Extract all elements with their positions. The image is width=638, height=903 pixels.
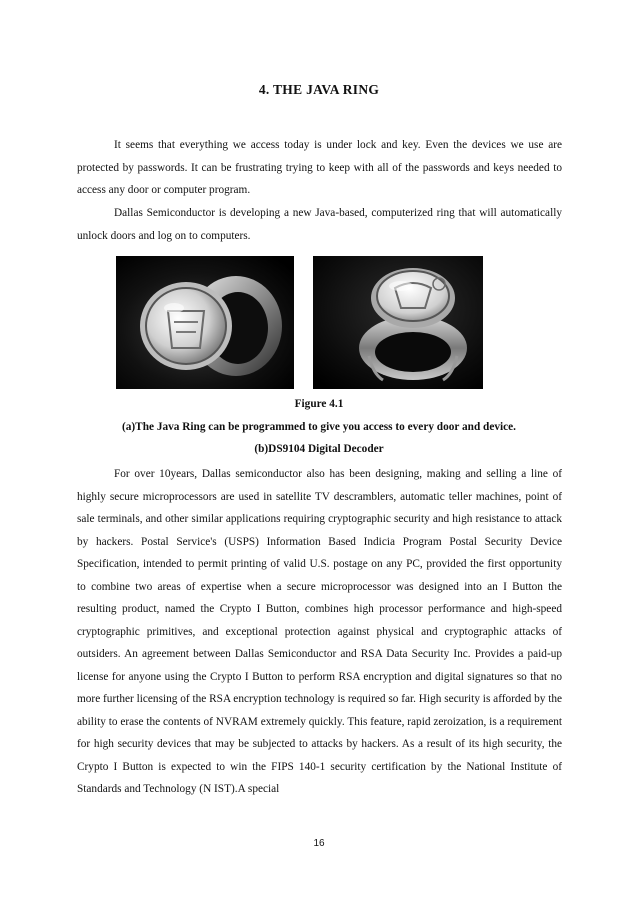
paragraph-text: Dallas Semiconductor is developing a new Java-based, computerized ring that will automatically unlock doors and log on to computers.: [77, 207, 562, 242]
figure-caption-a: (a)The Java Ring can be programmed to give you access to every door and device.: [122, 421, 516, 433]
paragraph-dallas: [77, 202, 562, 247]
page-number: 16: [313, 838, 325, 849]
figure-label: Figure 4.1: [294, 398, 344, 410]
paragraph-crypto-ibutton: [77, 463, 562, 801]
section-heading: 4. THE JAVA RING: [258, 82, 380, 97]
java-ring-photo-a: [116, 256, 294, 389]
paragraph-intro: [77, 134, 562, 202]
java-ring-photo-b: [313, 256, 483, 389]
figure-caption-b: (b)DS9104 Digital Decoder: [254, 443, 384, 455]
paragraph-text: For over 10years, Dallas semiconductor also has been designing, making and selling a line of highly secure microprocessors are used in satellite TV descramblers, automatic teller machines, point of sale terminals, and other similar applications requiring cryptographic security and high resistance to attack by hackers. Postal Service's (USPS) Information Based Indicia Program Postal Security Device Specification, intended to permit printing of valid U.S. postage on any PC, provided the first opportunity to combine two areas of expertise when a secure microprocessor was designed into an I Button the resulting product, named the Crypto I Button, combines high processor performance and high-speed cryptographic primitives, and exceptional protection against physical and cryptographic attacks of outsiders. An agreement between Dallas Semiconductor and RSA Data Security Inc. Provides a paid-up license for anyone using the Crypto I Button to perform RSA encryption and digital signatures so that no more further licensing of the RSA encryption technology is required so far. High security is afforded by the ability to erase the contents of NVRAM extremely quickly. This feature, rapid zeroization, is a requirement for high security devices that may be subjected to attacks by hackers. As a result of its high security, the Crypto I Button is expected to win the FIPS 140-1 security certification by the National Institute of Standards and Technology (N IST).A special: [77, 468, 562, 795]
paragraph-text: It seems that everything we access today is under lock and key. Even the devices we use are protected by passwords. It can be frustrating trying to keep with all of the passwords and keys needed to access any door or computer program.: [77, 139, 562, 196]
